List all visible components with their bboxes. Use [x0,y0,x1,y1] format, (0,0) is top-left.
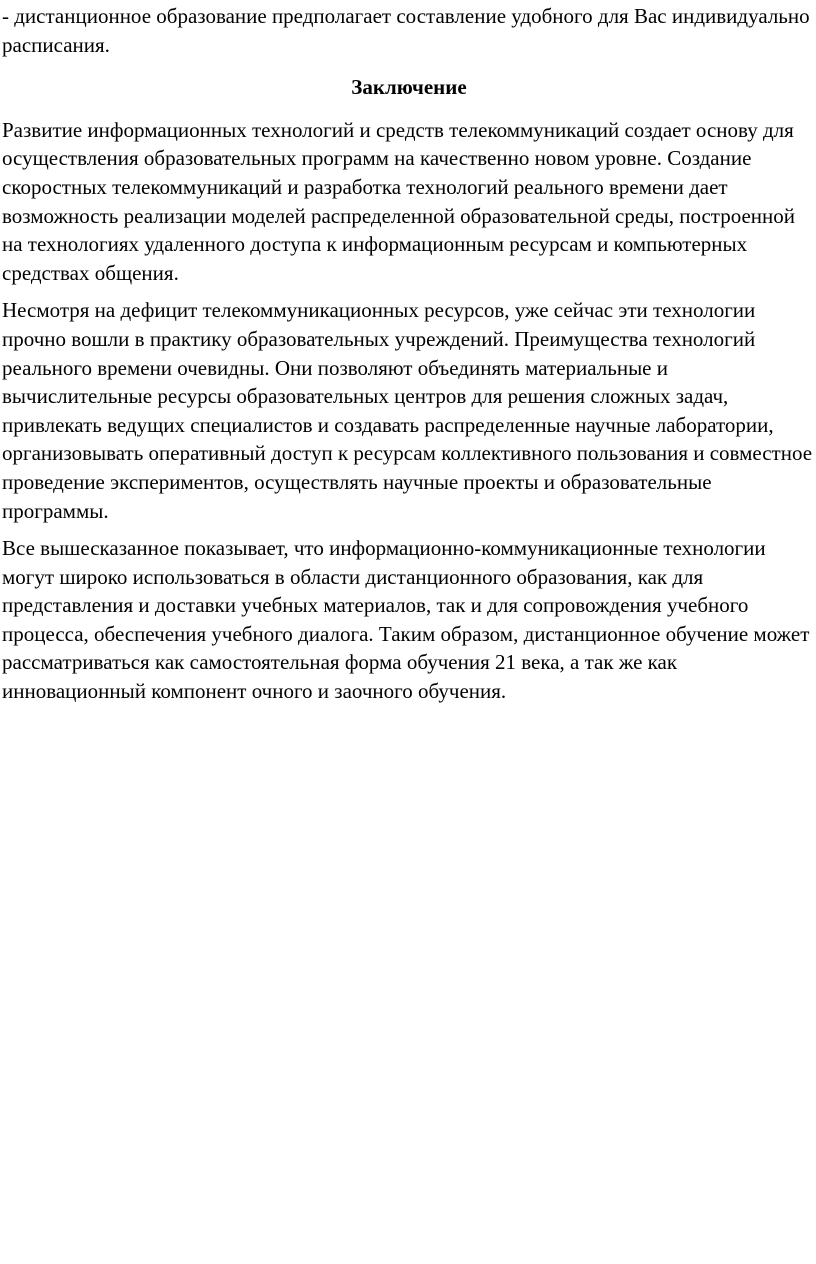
paragraph-development: Развитие информационных технологий и средств телекоммуникаций создает основу для осуществления образовательных программ на качественно новом уровне. Создание скоростных телекоммуникаций и разработка технологий реального времени дает возможность реализации моделей распределенной образовательной среды, построенной на технологиях удаленного доступа к информационным ресурсам и компьютерных средствах общения. [2,117,796,285]
paragraph-conclusion: Все вышесказанное показывает, что информационно-коммуникационные технологии могут широко использоваться в области дистанционного образования, как для представления и доставки учебных материалов, так и для сопровождения учебного процесса, обеспечения учебного диалога. Таким образом, дистанционное обучение может рассматриваться как самостоятельная форма обучения 21 века, а так же как инновационный компонент очного и заочного обучения. [2,536,810,704]
intro-paragraph: - дистанционное образование предполагает составление удобного для Вас индивидуально расписания. [2,4,810,57]
paragraph-advantages: Несмотря на дефицит телекоммуникационных ресурсов, уже сейчас эти технологии прочно вошли в практику образовательных учреждений. Преимущества технологий реального времени очевидны. Они позволяют объединять материальные и вычислительные ресурсы образовательных центров для решения сложных задач, привлекать ведущих специалистов и создавать распределенные научные лаборатории, организовывать оперативный доступ к ресурсам коллективного пользования и совместное проведение экспериментов, осуществлять научные проекты и образовательные программы. [2,298,813,523]
section-heading: Заключение [351,75,467,100]
